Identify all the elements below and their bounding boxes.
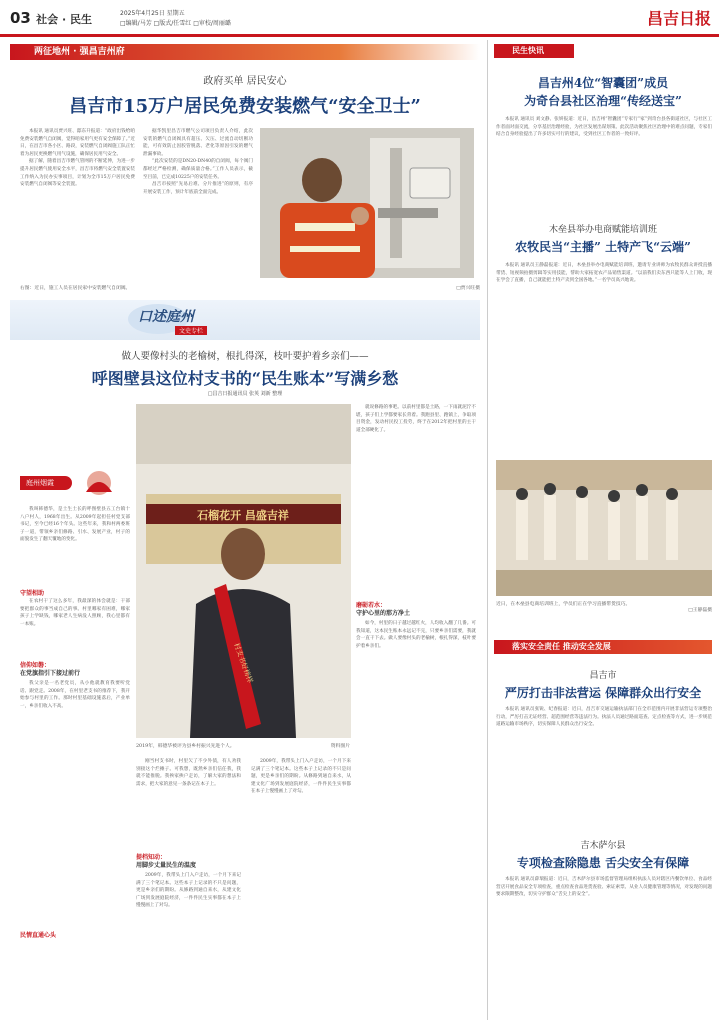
feature-kicker: 做人要像村头的老榆树，根扎得深，枝叶要护着乡亲们——	[121, 351, 369, 362]
feature-headline: 呼图壁县这位村支书的“民生账本”写满乡愁	[91, 369, 399, 388]
feature-col2b-body	[251, 758, 351, 1012]
right-s1-body	[496, 116, 712, 216]
feature-photo	[136, 404, 351, 738]
feature-header-band	[10, 300, 480, 340]
story1-col1	[20, 128, 135, 278]
subhead-minqing: 民情直通心头	[20, 932, 57, 939]
right-s4-headline: 专项检查除隐患 舌尖安全有保障	[516, 856, 690, 870]
feature-para: 我叫韩德华，是土生土长的呼图壁县五工台镇十八户村人，1968年出生。从2009年起担任村党支部书记，至今已经16个年头。这些年来，我和村两委班子一道，带领乡亲们修路、引水、发展产业，村子的面貌发生了翻天覆地的变化。	[20, 507, 130, 543]
feature-intro	[20, 506, 130, 584]
story1-para: 据了解，随着昌吉市燃气管网的不断延伸，为进一步提升居民燃气使用安全水平，昌吉市将燃气安全装置安装工作纳入为民办实事项目，计划为全市15万户居民免费安装燃气自闭阀等安全装置。	[20, 159, 135, 188]
page-number: 03 社会 · 民生	[10, 9, 92, 27]
right-s2-credit: □王静磊摄	[688, 608, 712, 613]
feature-col3-body	[356, 404, 476, 594]
story1-col2	[143, 128, 253, 278]
party-secretary-photo-illustration	[136, 404, 351, 738]
right-s2-body	[496, 262, 712, 452]
right-s3-headline: 严厉打击非法营运 保障群众出行安全	[504, 686, 702, 700]
right-tag-safety: 落实安全责任 推动安全发展	[494, 640, 712, 654]
worker-photo-illustration	[260, 128, 474, 278]
right-tag-news: 民生快讯	[494, 44, 574, 58]
subhead-tidang: 提档知动：	[136, 854, 167, 861]
feature-para: 我父亲是一名老党员，从小他就教育我要听党话、跟党走。2008年，在村里老支书的推荐下，我开始参与村里的工作。那时村里基础设施落后，产业单一，乡亲们收入不高。	[20, 681, 130, 709]
right-s4-place: 吉木萨尔县	[580, 841, 626, 851]
column-tag: 庭州烟霞	[20, 476, 72, 490]
issue-date: 2025年4月25日 星期五	[120, 10, 185, 17]
story1-caption: 右图：近日，施工人员在居民家中安装燃气自闭阀。	[20, 286, 131, 291]
subhead-tidang-2: 用脚步丈量民生的温度	[136, 862, 197, 869]
story1-para: 据华凯里昌吉市燃气公司项目负责人介绍，此次安装的燃气自闭阀具有超压、欠压、过流自动切断功能，可有效防止因胶管脱落、老化等原因引发的燃气泄漏事故。	[143, 129, 253, 157]
story1-photo	[260, 128, 474, 278]
feature-para: 2009年，我带头上门入户走访，一个月下来记满了三个笔记本。这些本子上记录的不只是问题，更是乡亲们的期盼。从修路到通自来水，从建文化广场到发展庭院经济，一件件民生实事都在本子上慢慢画上了对勾。	[136, 873, 241, 909]
feature-para: 在农村干了这么多年，我最深的体会就是：干部要把群众的事当成自己的事。村里哪家有困难，哪家孩子上学缺钱，哪家老人生病没人照顾，我心里都有一本账。	[20, 599, 130, 627]
feature-para: 2009年，我带头上门入户走访，一个月下来记满了三个笔记本。这些本子上记录的不只是问题，更是乡亲们的期盼。从修路到通自来水，从建文化广场到发展庭院经济，一件件民生实事都在本子上慢慢画上了对勾。	[251, 759, 351, 795]
feature-col3-body2	[356, 620, 476, 1010]
subhead-moli: 磨砺若水：	[356, 602, 387, 609]
feature-para: 如今，村里的日子越过越红火，人均收入翻了几番。可我知道，这本民生账本永远记不完，只要乡亲们需要，我就会一直干下去。做人要像村头的老榆树，根扎得深，枝叶要护着乡亲们。	[356, 621, 476, 649]
sash-text: 村支书好榜样	[232, 641, 255, 685]
feature-col1-body2	[20, 680, 130, 850]
right-s2-headline: 农牧民当“主播” 土特产飞“云端”	[515, 240, 691, 254]
right-para: 本报讯 通讯员王静磊报道：近日，木垒县举办电商赋能培训班，邀请专业讲师为农牧民群众讲授直播带货、短视频拍摄剪辑等实用技能，帮助大家拓宽农产品销售渠道。“以前我们卖东西只能等人上门收，现在学会了直播，自己就能把土特产卖到全国各地。”一名学员高兴地说。	[496, 263, 712, 284]
feature-para: 刚当村支书时，村里欠了不少外债，有人劝我别接这个烂摊子。可我想，既然乡亲们信任我，我就不能推脱。我挨家挨户走访，了解大家的想法和需求，把大家的意见一条条记在本子上。	[136, 759, 241, 787]
page-header	[0, 0, 719, 34]
right-s2-photo	[496, 460, 712, 596]
right-s1-headline-2: 为奇台县社区治理“传经送宝”	[524, 94, 682, 108]
feature-header-sub: 文史专栏	[175, 326, 207, 335]
feature-byline: □昌吉日报通讯员 张英 刘新 整理	[207, 391, 283, 397]
story1-photo-credit: □贾兴旺摄	[456, 286, 480, 291]
story1-kicker: 政府买单 居民安心	[203, 76, 287, 87]
banner-sign: 石榴花开 昌盛吉祥	[197, 509, 289, 522]
livestream-class-photo-illustration	[496, 460, 712, 596]
story1-headline: 昌吉市15万户居民免费安装燃气“安全卫士”	[69, 96, 421, 117]
editors-line: □编辑/马芳 □版式/任雪红 □审校/周丽璐	[120, 20, 231, 27]
feature-header-title: 口述庭州	[138, 309, 194, 325]
column-divider	[487, 40, 488, 1020]
story1-para: 昌吉市按照“先易后难、分片推进”的原则，有序开展安装工作，预计年底前全面完成。	[143, 182, 253, 195]
subhead-xinyang-2: 在党旗指引下接过前行	[20, 670, 81, 677]
story1-para: “此次安装的是DN20-DN40的自闭阀，每个阀门都经过严格检测，确保质量合格。”工作人员表示，截至目前，已完成10225户的安装任务。	[143, 159, 253, 180]
right-s3-body	[496, 706, 712, 830]
header-rule	[0, 34, 719, 37]
feature-col1-body	[20, 598, 130, 656]
section-banner: 两征地州 · 强昌吉州府	[10, 44, 480, 60]
subhead-shouwang: 守望相助	[20, 590, 45, 597]
subhead-xinyang: 信仰如磐：	[20, 662, 51, 669]
feature-col2-body	[136, 758, 241, 848]
feature-photo-caption: 2019年，韩德华被评为县乡村振兴先进个人。	[136, 744, 235, 749]
right-s2-caption: 近日，在木垒县电商培训班上，学员们正在学习直播带货技巧。	[496, 602, 631, 607]
feature-para: 就说修路的事吧。以前村里都是土路，一下雨就泥泞不堪，孩子们上学都要家长背着。我跑县里、跑镇上，争取项目资金，发动村民投工投劳，终于在2012年把村里的主干道全部硬化了。	[356, 405, 476, 433]
right-para: 本报讯 通讯员 刘文静、张妍报道：近日，昌吉州“智囊团”专家行“家”到奇台县各街道社区，与社区工作者面对面交流，分享基层治理经验，为社区发展出谋划策。此次活动聚焦社区治理中的难点问题，专家们结合自身经验提出了许多切实可行的建议，受到社区工作者的一致好评。	[496, 117, 712, 138]
paper-logo: 昌吉日报	[646, 9, 711, 28]
right-s1-headline: 昌吉州4位“智囊团”成员	[537, 76, 669, 90]
story1-para: 本报讯 通讯员贾兴旺、邸东升报道：“政府出钱给咱免费安装燃气自闭阀，觉得咱家用气更有安全保障了。”近日，在昌吉市各小区、路段，安装燃气自闭阀施工队正忙着为居民更换燃气用气设施，确保居民用气安全。	[20, 129, 135, 157]
right-s4-body	[496, 876, 712, 1016]
right-para: 本报讯 通讯员薛瑞报道：近日，吉木萨尔县市场监督管理局组织执法人员对辖区内餐饮单位、食品经营店开展食品安全专项检查，重点检查食品进货查验、索证索票、从业人员健康管理等情况，对发现的问题要求限期整改，切实守护群众“舌尖上的安全”。	[496, 877, 712, 898]
feature-photo-credit: 资料图片	[330, 744, 350, 749]
feature-col2-body2	[136, 872, 241, 1012]
right-s2-kicker: 木垒县举办电商赋能培训班	[548, 225, 657, 235]
column-tag-ornament-icon	[76, 468, 122, 498]
right-s3-place: 昌吉市	[589, 671, 617, 681]
right-para: 本报讯 通讯员张锐、纪春报道：近日，昌吉市交通运输执法部门在全市范围内开展非法营运专项整治行动，严厉打击无证经营、超范围经营等违法行为。执法人员通过路面巡查、定点检查等方式，进一步规范道路运输市场秩序，切实保障人民群众出行安全。	[496, 707, 712, 728]
subhead-moli-2: 守护心里的那方净土	[356, 610, 411, 617]
